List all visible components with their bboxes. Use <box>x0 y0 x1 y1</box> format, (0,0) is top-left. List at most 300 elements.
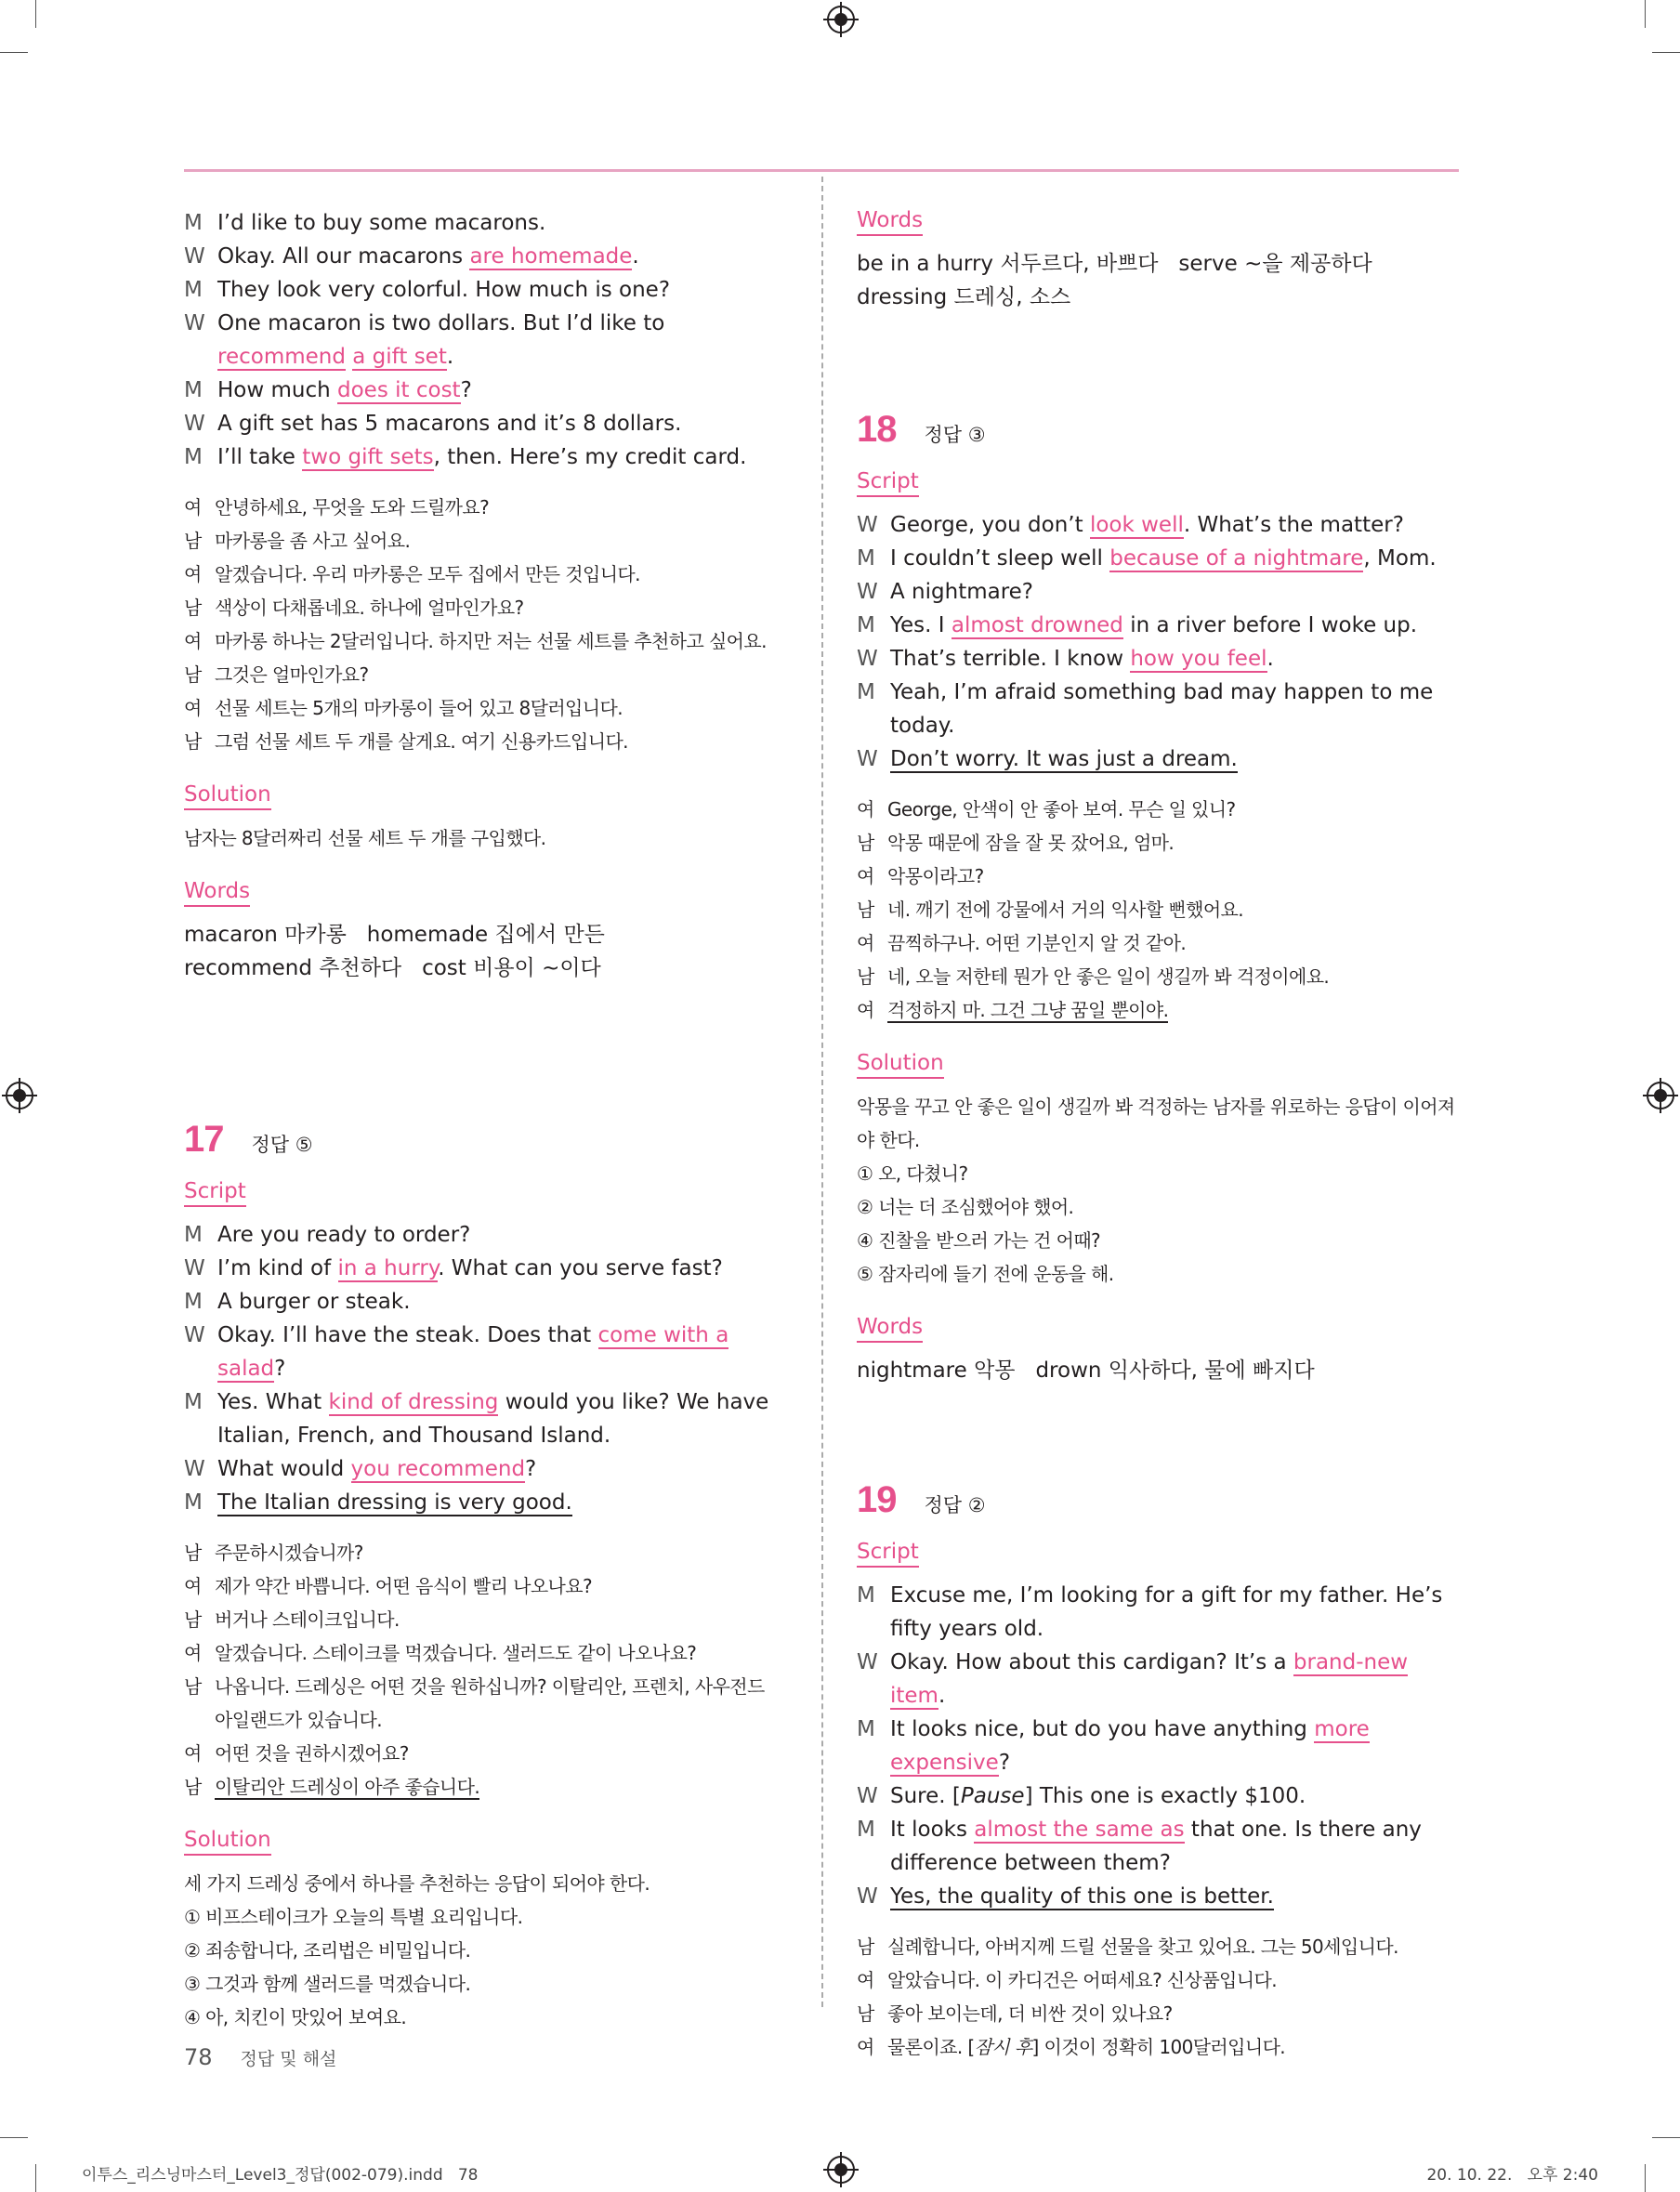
dialogue-text <box>217 206 786 240</box>
line-text: Pause <box>960 1784 1025 1808</box>
line-text: I’m kind of <box>217 1256 338 1280</box>
dialogue-line <box>184 273 786 307</box>
speaker-label: M <box>857 680 875 704</box>
key-phrase: a gift set <box>352 345 447 369</box>
line-text: 물론이죠. [ <box>887 2036 975 2058</box>
translation-text <box>215 491 786 524</box>
answer-label: 정답 ② <box>924 1494 986 1516</box>
speaker-label: 남 <box>184 1776 202 1798</box>
translation-text <box>887 860 1459 893</box>
translation-line <box>857 893 1459 926</box>
dialogue-text <box>890 575 1459 609</box>
speaker-label: W <box>184 1256 205 1280</box>
translation-text <box>215 558 786 591</box>
translation-text <box>215 524 786 558</box>
line-text: I couldn’t sleep well <box>890 546 1110 571</box>
line-text: Okay. How about this cardigan? It’s a <box>890 1650 1293 1674</box>
translation-text <box>215 658 786 691</box>
speaker-label: W <box>857 1784 878 1808</box>
line-text: 그럼 선물 세트 두 개를 살게요. 여기 신용카드입니다. <box>215 730 628 753</box>
dialogue-text <box>890 508 1459 542</box>
dialogue-text <box>890 1579 1459 1646</box>
translation-text <box>887 1930 1459 1963</box>
speaker-label: 여 <box>184 1575 202 1597</box>
answer-label: 정답 ⑤ <box>251 1134 313 1156</box>
question-number: 19 <box>857 1479 897 1520</box>
dialogue-line <box>184 240 786 273</box>
translation-line <box>857 926 1459 960</box>
dialogue-line <box>857 1646 1459 1713</box>
dialogue-text <box>890 609 1459 642</box>
words-heading: Words <box>857 206 923 236</box>
dialogue-line <box>184 307 786 374</box>
crop-mark <box>1645 0 1646 28</box>
dialogue-line <box>857 1880 1459 1913</box>
line-text: . <box>1267 647 1274 671</box>
speaker-label: M <box>184 1390 203 1414</box>
translation-line <box>184 658 786 691</box>
line-text: George, 안색이 안 좋아 보여. 무슨 일 있니? <box>887 798 1236 820</box>
question-number: 17 <box>184 1119 224 1160</box>
line-text: 좋아 보이는데, 더 비싼 것이 있나요? <box>887 2002 1173 2025</box>
line-text: ? <box>274 1357 286 1381</box>
dialogue-line <box>184 1385 786 1452</box>
key-phrase: recommend <box>217 345 346 369</box>
solution-line: ① 오, 다쳤니? <box>857 1162 968 1185</box>
speaker-label: W <box>857 1650 878 1674</box>
line-text: What would <box>217 1457 351 1481</box>
q16-script <box>184 206 786 474</box>
solution-line: ② 죄송합니다, 조리법은 비밀입니다. <box>184 1939 471 1962</box>
q18-solution <box>857 1049 1459 1291</box>
line-text: . <box>938 1684 946 1708</box>
dialogue-text <box>217 307 786 374</box>
line-text: 마카롱 하나는 2달러입니다. 하지만 저는 선물 세트를 추천하고 싶어요. <box>215 630 767 652</box>
dialogue-text <box>217 1486 786 1519</box>
translation-text <box>215 1770 786 1804</box>
key-phrase: kind of dressing <box>328 1390 499 1414</box>
line-text: Excuse me, I’m looking for a gift for my father. He’s fifty years old. <box>890 1583 1443 1641</box>
dialogue-text <box>217 1252 786 1285</box>
key-phrase: more expensive <box>890 1717 1370 1775</box>
dialogue-text <box>890 742 1459 776</box>
dialogue-line <box>857 1779 1459 1813</box>
solution-line: 세 가지 드레싱 중에서 하나를 추천하는 응답이 되어야 한다. <box>184 1872 650 1895</box>
dialogue-line <box>857 1579 1459 1646</box>
words-line: recommend 추천하다 cost 비용이 ~이다 <box>184 956 601 980</box>
translation-text <box>887 893 1459 926</box>
q16-translation <box>184 491 786 758</box>
column-divider <box>821 177 823 2007</box>
translation-line <box>857 2030 1459 2064</box>
translation-text <box>215 1737 786 1770</box>
answer-label: 정답 ③ <box>924 424 986 446</box>
dialogue-line <box>857 575 1459 609</box>
crop-mark <box>1652 52 1680 53</box>
key-phrase: are homemade <box>469 244 633 269</box>
line-text: They look very colorful. How much is one? <box>217 278 671 302</box>
line-text: 색상이 다채롭네요. 하나에 얼마인가요? <box>215 597 524 619</box>
crop-mark <box>1652 2137 1680 2138</box>
left-column <box>184 206 786 2028</box>
dialogue-line <box>184 1218 786 1252</box>
line-text: in a river before I woke up. <box>1122 613 1418 637</box>
translation-text <box>215 624 786 658</box>
line-text: 버거나 스테이크입니다. <box>215 1608 400 1631</box>
translation-text <box>887 993 1459 1027</box>
translation-text <box>215 1603 786 1636</box>
line-text: that one. Is there any difference between them? <box>890 1818 1422 1875</box>
translation-text <box>887 926 1459 960</box>
solution-line: ⑤ 잠자리에 들기 전에 운동을 해. <box>857 1263 1114 1285</box>
key-phrase: because of a nightmare <box>1109 546 1364 571</box>
q18-section <box>857 409 1459 1387</box>
translation-text <box>887 826 1459 860</box>
translation-line <box>184 1770 786 1804</box>
line-text: Sure. [ <box>890 1784 961 1808</box>
registration-mark-icon <box>827 2156 855 2184</box>
translation-line <box>184 491 786 524</box>
solution-line: 악몽을 꾸고 안 좋은 일이 생길까 봐 걱정하는 남자를 위로하는 응답이 이어져야 한다. <box>857 1096 1455 1151</box>
dialogue-text <box>217 1218 786 1252</box>
translation-line <box>857 860 1459 893</box>
speaker-label: 남 <box>184 663 202 686</box>
key-phrase: Don’t worry. It was just a dream. <box>890 747 1238 771</box>
translation-text <box>215 725 786 758</box>
translation-line <box>857 960 1459 993</box>
translation-text <box>215 1569 786 1603</box>
q16-words <box>184 877 786 985</box>
translation-text <box>215 691 786 725</box>
translation-line <box>184 524 786 558</box>
line-text: 그것은 얼마인가요? <box>215 663 369 686</box>
key-phrase: brand-new item <box>890 1650 1409 1708</box>
q18-title <box>857 409 1459 451</box>
line-text: ] This one is exactly $100. <box>1024 1784 1306 1808</box>
line-text: How much <box>217 378 338 402</box>
speaker-label: 여 <box>857 2036 874 2058</box>
translation-line <box>184 691 786 725</box>
speaker-label: 여 <box>857 999 874 1021</box>
dialogue-text <box>890 1646 1459 1713</box>
speaker-label: 남 <box>184 730 202 753</box>
words-line: nightmare 악몽 drown 익사하다, 물에 빠지다 <box>857 1359 1315 1383</box>
speaker-label: 남 <box>184 1608 202 1631</box>
line-text: 알겠습니다. 스테이크를 먹겠습니다. 샐러드도 같이 나오나요? <box>215 1642 697 1664</box>
line-text: 네. 깨기 전에 강물에서 거의 익사할 뻔했어요. <box>887 899 1244 921</box>
dialogue-text <box>217 1285 786 1319</box>
line-text: . What’s the matter? <box>1183 513 1404 537</box>
dialogue-line <box>857 1813 1459 1880</box>
dialogue-text <box>890 1880 1459 1913</box>
dialogue-text <box>217 240 786 273</box>
dialogue-line <box>184 374 786 407</box>
dialogue-text <box>890 1813 1459 1880</box>
dialogue-line <box>857 1713 1459 1779</box>
line-text: George, you don’t <box>890 513 1090 537</box>
dialogue-text <box>217 407 786 440</box>
translation-text <box>215 1636 786 1670</box>
footer-title: 정답 및 해설 <box>240 2049 337 2069</box>
dialogue-text <box>217 1385 786 1452</box>
line-text: I’ll take <box>217 445 303 469</box>
line-text: . <box>632 244 639 269</box>
speaker-label: W <box>184 1323 205 1347</box>
line-text: ? <box>998 1751 1011 1775</box>
dialogue-line <box>857 609 1459 642</box>
line-text: It looks <box>890 1818 975 1842</box>
translation-text <box>887 793 1459 826</box>
line-text: Okay. All our macarons <box>217 244 470 269</box>
line-text: 나옵니다. 드레싱은 어떤 것을 원하십니까? 이탈리안, 프렌치, 사우전드 아일랜드가 있습니다. <box>215 1675 765 1731</box>
speaker-label: 남 <box>184 530 202 552</box>
q19-section <box>857 1479 1459 2064</box>
translation-line <box>184 591 786 624</box>
dialogue-text <box>217 1319 786 1385</box>
q17-title <box>184 1119 786 1161</box>
speaker-label: 남 <box>857 832 874 854</box>
solution-line: ③ 그것과 함께 샐러드를 먹겠습니다. <box>184 1973 471 1995</box>
translation-line <box>857 826 1459 860</box>
line-text: 알겠습니다. 우리 마카롱은 모두 집에서 만든 것입니다. <box>215 563 640 585</box>
crop-mark <box>0 52 28 53</box>
translation-line <box>857 1963 1459 1997</box>
line-text: One macaron is two dollars. But I’d like to <box>217 311 665 335</box>
line-text: A gift set has 5 macarons and it’s 8 dollars. <box>217 412 682 436</box>
key-phrase: almost drowned <box>951 613 1123 637</box>
q17-script <box>184 1218 786 1519</box>
dialogue-text <box>890 642 1459 676</box>
q17-solution <box>184 1826 786 2034</box>
crop-mark <box>35 0 36 28</box>
crop-mark <box>1645 2164 1646 2192</box>
line-text: Yes. What <box>217 1390 329 1414</box>
speaker-label: 남 <box>184 1675 202 1698</box>
translation-line <box>184 1737 786 1770</box>
speaker-label: W <box>857 647 878 671</box>
words-heading: Words <box>857 1313 923 1343</box>
dialogue-line <box>184 407 786 440</box>
line-text: 어떤 것을 권하시겠어요? <box>215 1742 409 1765</box>
solution-heading: Solution <box>184 781 271 810</box>
translation-line <box>184 1569 786 1603</box>
translation-line <box>184 1603 786 1636</box>
speaker-label: M <box>184 1490 203 1515</box>
q19-translation <box>857 1930 1459 2064</box>
q17-section <box>184 1119 786 2034</box>
line-text: 알았습니다. 이 카디건은 어떠세요? 신상품입니다. <box>887 1969 1277 1991</box>
speaker-label: 남 <box>857 1936 874 1958</box>
speaker-label: 남 <box>184 1542 202 1564</box>
speaker-label: W <box>857 580 878 604</box>
question-number: 18 <box>857 409 897 450</box>
registration-mark-icon <box>6 1082 33 1109</box>
speaker-label: 남 <box>857 2002 874 2025</box>
dialogue-text <box>217 440 786 474</box>
speaker-label: M <box>857 1583 875 1608</box>
line-text: 악몽 때문에 잠을 잘 못 잤어요, 엄마. <box>887 832 1175 854</box>
speaker-label: 남 <box>857 965 874 988</box>
line-text: 주문하시겠습니까? <box>215 1542 363 1564</box>
right-column <box>857 206 1459 2058</box>
dialogue-text <box>217 1452 786 1486</box>
key-phrase: almost the same as <box>974 1818 1185 1842</box>
solution-lines <box>857 1090 1459 1291</box>
q16-solution <box>184 781 786 855</box>
translation-line <box>857 1997 1459 2030</box>
translation-line <box>857 793 1459 826</box>
line-text: Yes. I <box>890 613 952 637</box>
speaker-label: M <box>184 211 203 235</box>
line-text: 네, 오늘 저한테 뭔가 안 좋은 일이 생길까 봐 걱정이에요. <box>887 965 1330 988</box>
key-phrase: 걱정하지 마. 그건 그냥 꿈일 뿐이야. <box>887 999 1169 1021</box>
dialogue-line <box>184 1252 786 1285</box>
speaker-label: M <box>857 1818 875 1842</box>
dialogue-text <box>890 542 1459 575</box>
speaker-label: M <box>857 613 875 637</box>
speaker-label: M <box>184 278 203 302</box>
key-phrase: two gift sets <box>302 445 434 469</box>
dialogue-line <box>857 508 1459 542</box>
q18-script <box>857 508 1459 776</box>
translation-line <box>184 1670 786 1737</box>
crop-mark <box>35 2164 36 2192</box>
line-text: 선물 세트는 5개의 마카롱이 들어 있고 8달러입니다. <box>215 697 623 719</box>
speaker-label: M <box>184 1223 203 1247</box>
q18-translation <box>857 793 1459 1027</box>
speaker-label: M <box>184 1290 203 1314</box>
speaker-label: M <box>184 445 203 469</box>
line-text: ? <box>525 1457 537 1481</box>
speaker-label: W <box>184 244 205 269</box>
key-phrase: how you feel <box>1130 647 1267 671</box>
dialogue-line <box>184 206 786 240</box>
script-heading: Script <box>184 1177 246 1207</box>
translation-text <box>215 1536 786 1569</box>
key-phrase: come with a salad <box>217 1323 729 1381</box>
speaker-label: 여 <box>184 563 202 585</box>
speaker-label: 여 <box>184 697 202 719</box>
script-heading: Script <box>857 1538 919 1568</box>
solution-lines <box>184 1867 786 2034</box>
speaker-label: W <box>857 1884 878 1909</box>
line-text: 악몽이라고? <box>887 865 984 887</box>
translation-line <box>184 1636 786 1670</box>
q19-title <box>857 1479 1459 1521</box>
line-text: 끔찍하구나. 어떤 기분인지 알 것 같아. <box>887 932 1187 954</box>
registration-mark-icon <box>827 6 855 33</box>
solution-heading: Solution <box>857 1049 944 1079</box>
line-text: 잠시 후 <box>974 2036 1032 2058</box>
translation-line <box>184 624 786 658</box>
speaker-label: W <box>184 412 205 436</box>
speaker-label: 여 <box>857 865 874 887</box>
dialogue-line <box>857 742 1459 776</box>
line-text: Yeah, I’m afraid something bad may happen to me today. <box>890 680 1434 738</box>
dialogue-line <box>184 1319 786 1385</box>
words-line: dressing 드레싱, 소스 <box>857 285 1071 309</box>
dialogue-line <box>184 440 786 474</box>
key-phrase: in a hurry <box>337 1256 439 1280</box>
dialogue-line <box>184 1285 786 1319</box>
solution-line: ② 너는 더 조심했어야 했어. <box>857 1196 1074 1218</box>
solution-heading: Solution <box>184 1826 271 1856</box>
speaker-label: 남 <box>857 899 874 921</box>
speaker-label: W <box>857 747 878 771</box>
line-text: Okay. I’ll have the steak. Does that <box>217 1323 598 1347</box>
speaker-label: 여 <box>857 798 874 820</box>
translation-line <box>184 725 786 758</box>
registration-mark-icon <box>1647 1082 1674 1109</box>
header-rule <box>184 169 1459 172</box>
line-text: , then. Here’s my credit card. <box>433 445 747 469</box>
dialogue-text <box>890 1713 1459 1779</box>
dialogue-line <box>857 676 1459 742</box>
dialogue-text <box>217 273 786 307</box>
translation-text <box>215 591 786 624</box>
q19-script <box>857 1579 1459 1913</box>
words-heading: Words <box>184 877 250 907</box>
speaker-label: 여 <box>184 1742 202 1765</box>
speaker-label: W <box>184 1457 205 1481</box>
line-text: A nightmare? <box>890 580 1034 604</box>
q18-words <box>857 1313 1459 1387</box>
speaker-label: M <box>857 546 875 571</box>
key-phrase: look well <box>1089 513 1184 537</box>
line-text: 제가 약간 바쁩니다. 어떤 음식이 빨리 나오나요? <box>215 1575 592 1597</box>
line-text: would you like? We have Italian, French, and Thousand Island. <box>217 1390 769 1448</box>
translation-text <box>887 2030 1459 2064</box>
solution-line: ④ 진찰을 받으러 가는 건 어때? <box>857 1229 1101 1252</box>
slug-filename: 이투스_리스닝마스터_Level3_정답(002-079).indd 78 <box>82 2166 479 2185</box>
dialogue-line <box>184 1486 786 1519</box>
translation-text <box>215 1670 786 1737</box>
speaker-label: 여 <box>184 496 202 518</box>
solution-line: ④ 아, 치킨이 맛있어 보여요. <box>184 2006 407 2028</box>
translation-line <box>857 993 1459 1027</box>
page-footer <box>184 2044 336 2070</box>
solution-line: ① 비프스테이크가 오늘의 특별 요리입니다. <box>184 1906 523 1928</box>
translation-line <box>184 1536 786 1569</box>
line-text: 안녕하세요, 무엇을 도와 드릴까요? <box>215 496 490 518</box>
page-number: 78 <box>184 2044 213 2070</box>
speaker-label: M <box>857 1717 875 1741</box>
q17-words <box>857 206 1459 314</box>
q17-translation <box>184 1536 786 1804</box>
dialogue-line <box>184 1452 786 1486</box>
line-text: Are you ready to order? <box>217 1223 471 1247</box>
speaker-label: W <box>184 311 205 335</box>
key-phrase: Yes, the quality of this one is better. <box>890 1884 1274 1909</box>
translation-line <box>857 1930 1459 1963</box>
translation-text <box>887 960 1459 993</box>
script-heading: Script <box>857 467 919 497</box>
speaker-label: 남 <box>184 597 202 619</box>
speaker-label: 여 <box>184 630 202 652</box>
speaker-label: 여 <box>857 932 874 954</box>
line-text: 실례합니다, 아버지께 드릴 선물을 찾고 있어요. 그는 50세입니다. <box>887 1936 1398 1958</box>
crop-mark <box>0 2137 28 2138</box>
line-text: , Mom. <box>1363 546 1437 571</box>
line-text: That’s terrible. I know <box>890 647 1131 671</box>
speaker-label: M <box>184 378 203 402</box>
translation-line <box>184 558 786 591</box>
speaker-label: W <box>857 513 878 537</box>
dialogue-line <box>857 642 1459 676</box>
dialogue-text <box>890 676 1459 742</box>
line-text: A burger or steak. <box>217 1290 411 1314</box>
line-text: 마카롱을 좀 사고 싶어요. <box>215 530 411 552</box>
